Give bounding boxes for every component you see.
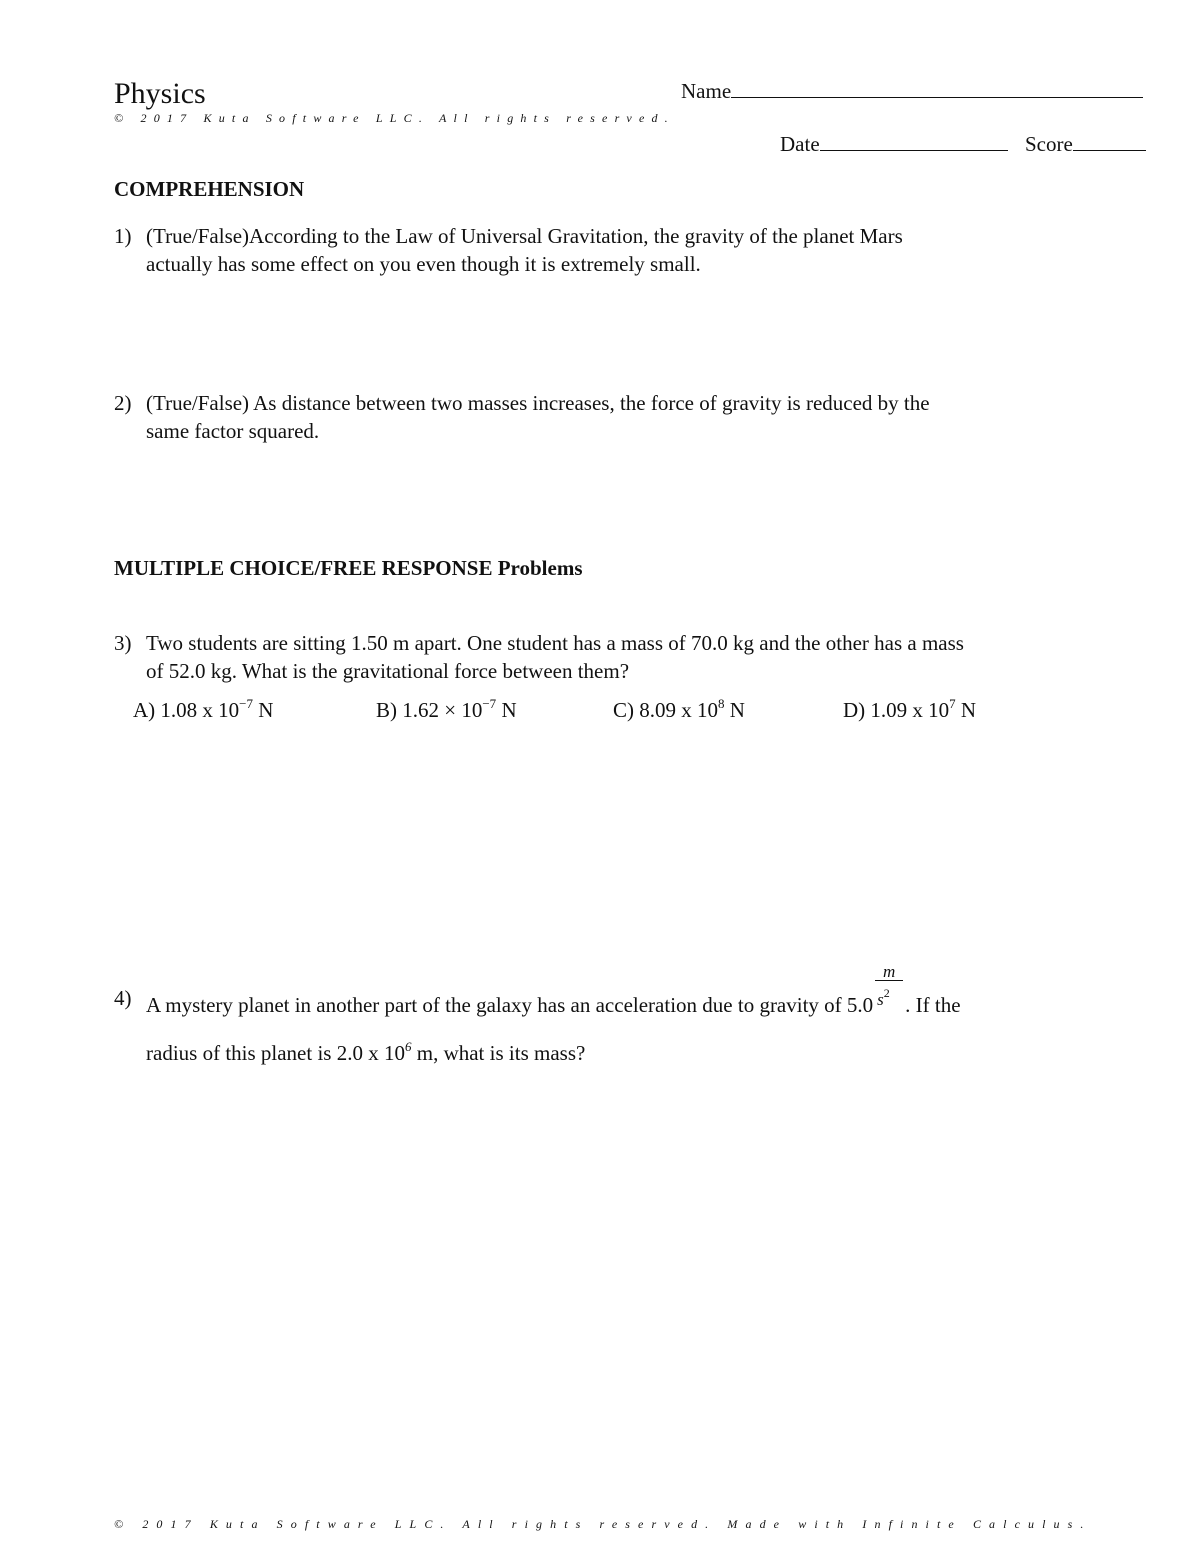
date-field[interactable] <box>780 132 1008 157</box>
question-text-line: same factor squared. <box>146 419 320 443</box>
fraction-denominator-exponent: 2 <box>883 986 890 1000</box>
copyright-header: © 2017 Kuta Software LLC. All rights reserved. <box>114 111 675 125</box>
choice-b[interactable] <box>376 698 517 723</box>
question-number: 4) <box>114 986 132 1010</box>
choice-unit: N <box>501 698 517 722</box>
date-blank[interactable] <box>820 136 1008 151</box>
choice-letter: A) <box>133 698 156 722</box>
choice-unit: N <box>258 698 274 722</box>
score-label: Score <box>1025 132 1073 156</box>
date-label: Date <box>780 132 820 156</box>
choice-unit: N <box>729 698 745 722</box>
choice-letter: D) <box>843 698 866 722</box>
question-number: 1) <box>114 224 132 248</box>
fraction-bar <box>875 980 903 981</box>
question-text: radius of this planet is 2.0 x 10 <box>146 1041 405 1065</box>
question-number: 2) <box>114 391 132 415</box>
question-text-line: (True/False)According to the Law of Universal Gravitation, the gravity of the planet Mars <box>146 224 903 248</box>
score-blank[interactable] <box>1073 136 1146 151</box>
choice-d[interactable] <box>843 698 976 723</box>
copyright-footer: © 2017 Kuta Software LLC. All rights reserved. Made with Infinite Calculus. <box>114 1517 1092 1531</box>
section-heading-comprehension: COMPREHENSION <box>114 177 305 201</box>
choice-exponent: −7 <box>239 696 254 711</box>
fraction-numerator: m <box>883 962 896 981</box>
fraction-m-per-s2 <box>873 962 905 1012</box>
question-text-line: Two students are sitting 1.50 m apart. One student has a mass of 70.0 kg and the other has a mass <box>146 631 964 655</box>
name-field[interactable] <box>681 79 1143 104</box>
fraction-denominator-base: s <box>877 990 884 1009</box>
choice-exponent: 8 <box>718 696 725 711</box>
name-blank[interactable] <box>731 83 1143 98</box>
choice-mantissa: 8.09 x 10 <box>639 698 718 722</box>
question-text-line <box>146 1039 585 1070</box>
choice-mantissa: 1.09 x 10 <box>870 698 950 722</box>
choice-exponent: 7 <box>949 696 956 711</box>
question-text-line: of 52.0 kg. What is the gravitational force between them? <box>146 659 630 683</box>
choice-unit: N <box>960 698 977 722</box>
choice-letter: C) <box>613 698 634 722</box>
question-text-line <box>146 962 961 1019</box>
score-field[interactable] <box>1025 132 1146 157</box>
choice-a[interactable] <box>133 698 273 723</box>
choice-c[interactable] <box>613 698 745 723</box>
page-title: Physics <box>114 77 206 110</box>
choice-mantissa: 1.08 x 10 <box>160 698 240 722</box>
choice-letter: B) <box>376 698 397 722</box>
choice-exponent: −7 <box>482 696 497 711</box>
section-heading-multiple-choice: MULTIPLE CHOICE/FREE RESPONSE Problems <box>114 556 583 580</box>
choice-mantissa: 1.62 × 10 <box>402 698 483 722</box>
fraction-denominator <box>877 986 890 1015</box>
question-text: A mystery planet in another part of the galaxy has an acceleration due to gravity of 5.0 <box>146 993 874 1017</box>
question-text: m, what is its mass? <box>411 1041 586 1065</box>
question-text: . If the <box>905 993 961 1017</box>
name-label: Name <box>681 79 732 103</box>
question-number: 3) <box>114 631 132 655</box>
question-text-line: (True/False) As distance between two masses increases, the force of gravity is reduced by the <box>146 391 930 415</box>
question-text-line: actually has some effect on you even though it is extremely small. <box>146 252 701 276</box>
question-exponent: 6 <box>404 1039 412 1054</box>
